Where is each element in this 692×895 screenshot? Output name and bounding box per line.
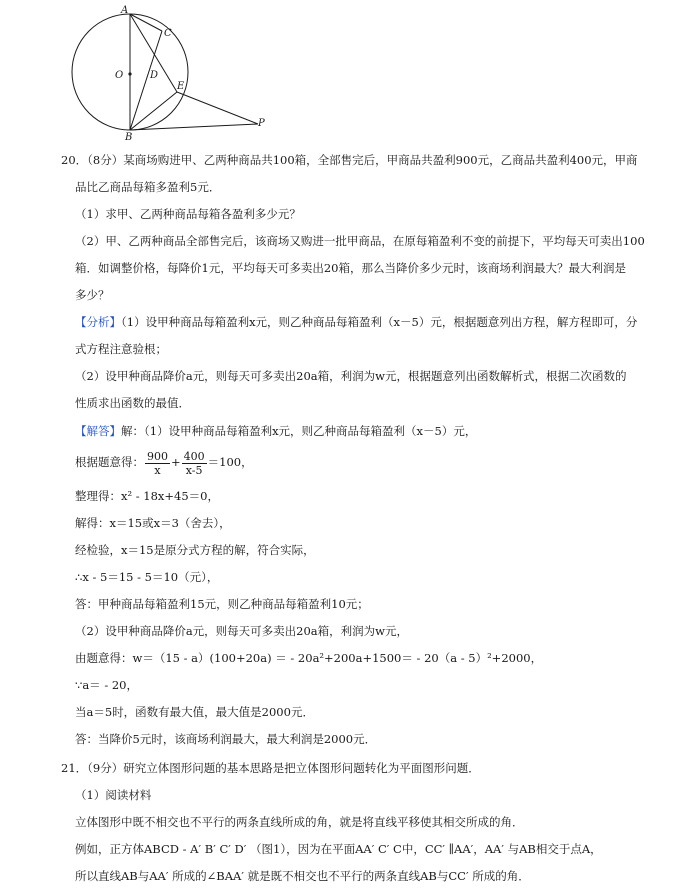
q20-solution-line2: 整理得：x² - 18x+45＝0， — [75, 489, 219, 503]
label-d: D — [150, 70, 159, 81]
q20-analysis-line2: 式方程注意验根； — [75, 342, 167, 356]
line-ep — [177, 92, 258, 124]
q20-solution-line8: 由题意得：w＝（15 - a）(100+20a) ＝ - 20a²+200a+1500＝ - 20（a - 5）²+2000， — [75, 651, 543, 665]
label-c: C — [164, 28, 172, 39]
equation-plus: + — [171, 455, 181, 469]
q20-solution-line9: ∵a＝ - 20， — [75, 678, 139, 692]
q21-text3: 所以直线AB与AA′ 所成的∠BAA′ 就是既不相交也不平行的两条直线AB与CC′ 所成的角． — [75, 869, 530, 883]
q20-solution-line6: 答：甲种商品每箱盈利15元，则乙种商品每箱盈利10元； — [75, 597, 369, 611]
equation-rhs: ＝100， — [207, 455, 253, 469]
fraction-900-over-x — [145, 450, 170, 477]
q20-part2-line2: 箱．如调整价格，每降价1元，平均每天可多卖出20箱，那么当降价多少元时，该商场利润最大？最大利润是 — [75, 261, 626, 275]
q20-analysis-line4: 性质求出函数的最值． — [75, 396, 190, 410]
q20-stem-line1: 20．（8分）某商场购进甲、乙两种商品共100箱，全部售完后，甲商品共盈利900元，乙商品共盈利400元，甲商 — [61, 153, 638, 167]
fraction-numerator: 900 — [147, 449, 168, 463]
q20-solution-line5: ∴x - 5＝15 - 5＝10（元）， — [75, 570, 219, 584]
q20-solution-line7: （2）设甲种商品降价a元，则每天可多卖出20a箱，利润为w元， — [75, 624, 409, 638]
analysis-tag: 【分析】 — [75, 315, 121, 329]
q20-solution-line3: 解得：x＝15或x＝3（舍去）， — [75, 516, 231, 530]
line-be — [130, 92, 177, 130]
q21-stem: 21．（9分）研究立体图形问题的基本思路是把立体图形问题转化为平面图形问题． — [61, 761, 480, 775]
q21-text2: 例如，正方体ABCD - A′ B′ C′ D′ （图1），因为在平面AA′ C′ C中，CC′ ∥AA′，AA′ 与AB相交于点A， — [75, 842, 602, 856]
label-o: O — [115, 70, 124, 81]
label-e: E — [177, 81, 185, 92]
fraction-denominator: x — [154, 463, 161, 477]
q20-solution-line1 — [75, 423, 476, 439]
fraction-denominator: x-5 — [185, 463, 203, 477]
q20-analysis-line1 — [75, 314, 637, 330]
fraction-numerator: 400 — [183, 449, 205, 463]
q20-stem-line2: 品比乙商品每箱多盈利5元． — [75, 180, 221, 194]
q20-solution-line4: 经检验，x＝15是原分式方程的解，符合实际， — [75, 543, 315, 557]
q21-part1: （1）阅读材料 — [75, 788, 152, 802]
label-a: A — [121, 5, 129, 16]
q20-solution-line10: 当a＝5时，函数有最大值，最大值是2000元． — [75, 705, 314, 719]
label-p: P — [258, 118, 265, 129]
fraction-400-over-x-minus-5 — [182, 450, 207, 477]
equation-prefix: 根据题意得： — [75, 455, 144, 469]
label-b: B — [125, 132, 133, 140]
circle-tangent-figure — [70, 0, 280, 140]
q21-text1: 立体图形中既不相交也不平行的两条直线所成的角，就是将直线平移使其相交所成的角． — [75, 815, 524, 829]
q20-part2-line3: 多少？ — [75, 288, 110, 302]
center-point-o — [128, 72, 131, 75]
q20-solution-line11: 答：当降价5元时，该商场利润最大，最大利润是2000元． — [75, 732, 377, 746]
q20-equation — [75, 447, 253, 477]
q20-part1: （1）求甲、乙两种商品每箱各盈利多少元？ — [75, 207, 301, 221]
solution-text: 解：（1）设甲种商品每箱盈利x元，则乙种商品每箱盈利（x－5）元， — [121, 424, 477, 438]
q20-analysis-line3: （2）设甲种商品降价a元，则每天可多卖出20a箱，利润为w元，根据题意列出函数解析式，根据二次函数的 — [75, 369, 627, 383]
analysis-text: （1）设甲种商品每箱盈利x元，则乙种商品每箱盈利（x－5）元，根据题意列出方程，解方程即可，分 — [121, 315, 638, 329]
q20-part2-line1: （2）甲、乙两种商品全部售完后，该商场又购进一批甲商品，在原每箱盈利不变的前提下，平均每天可卖出100 — [75, 234, 645, 248]
solution-tag: 【解答】 — [75, 424, 121, 438]
